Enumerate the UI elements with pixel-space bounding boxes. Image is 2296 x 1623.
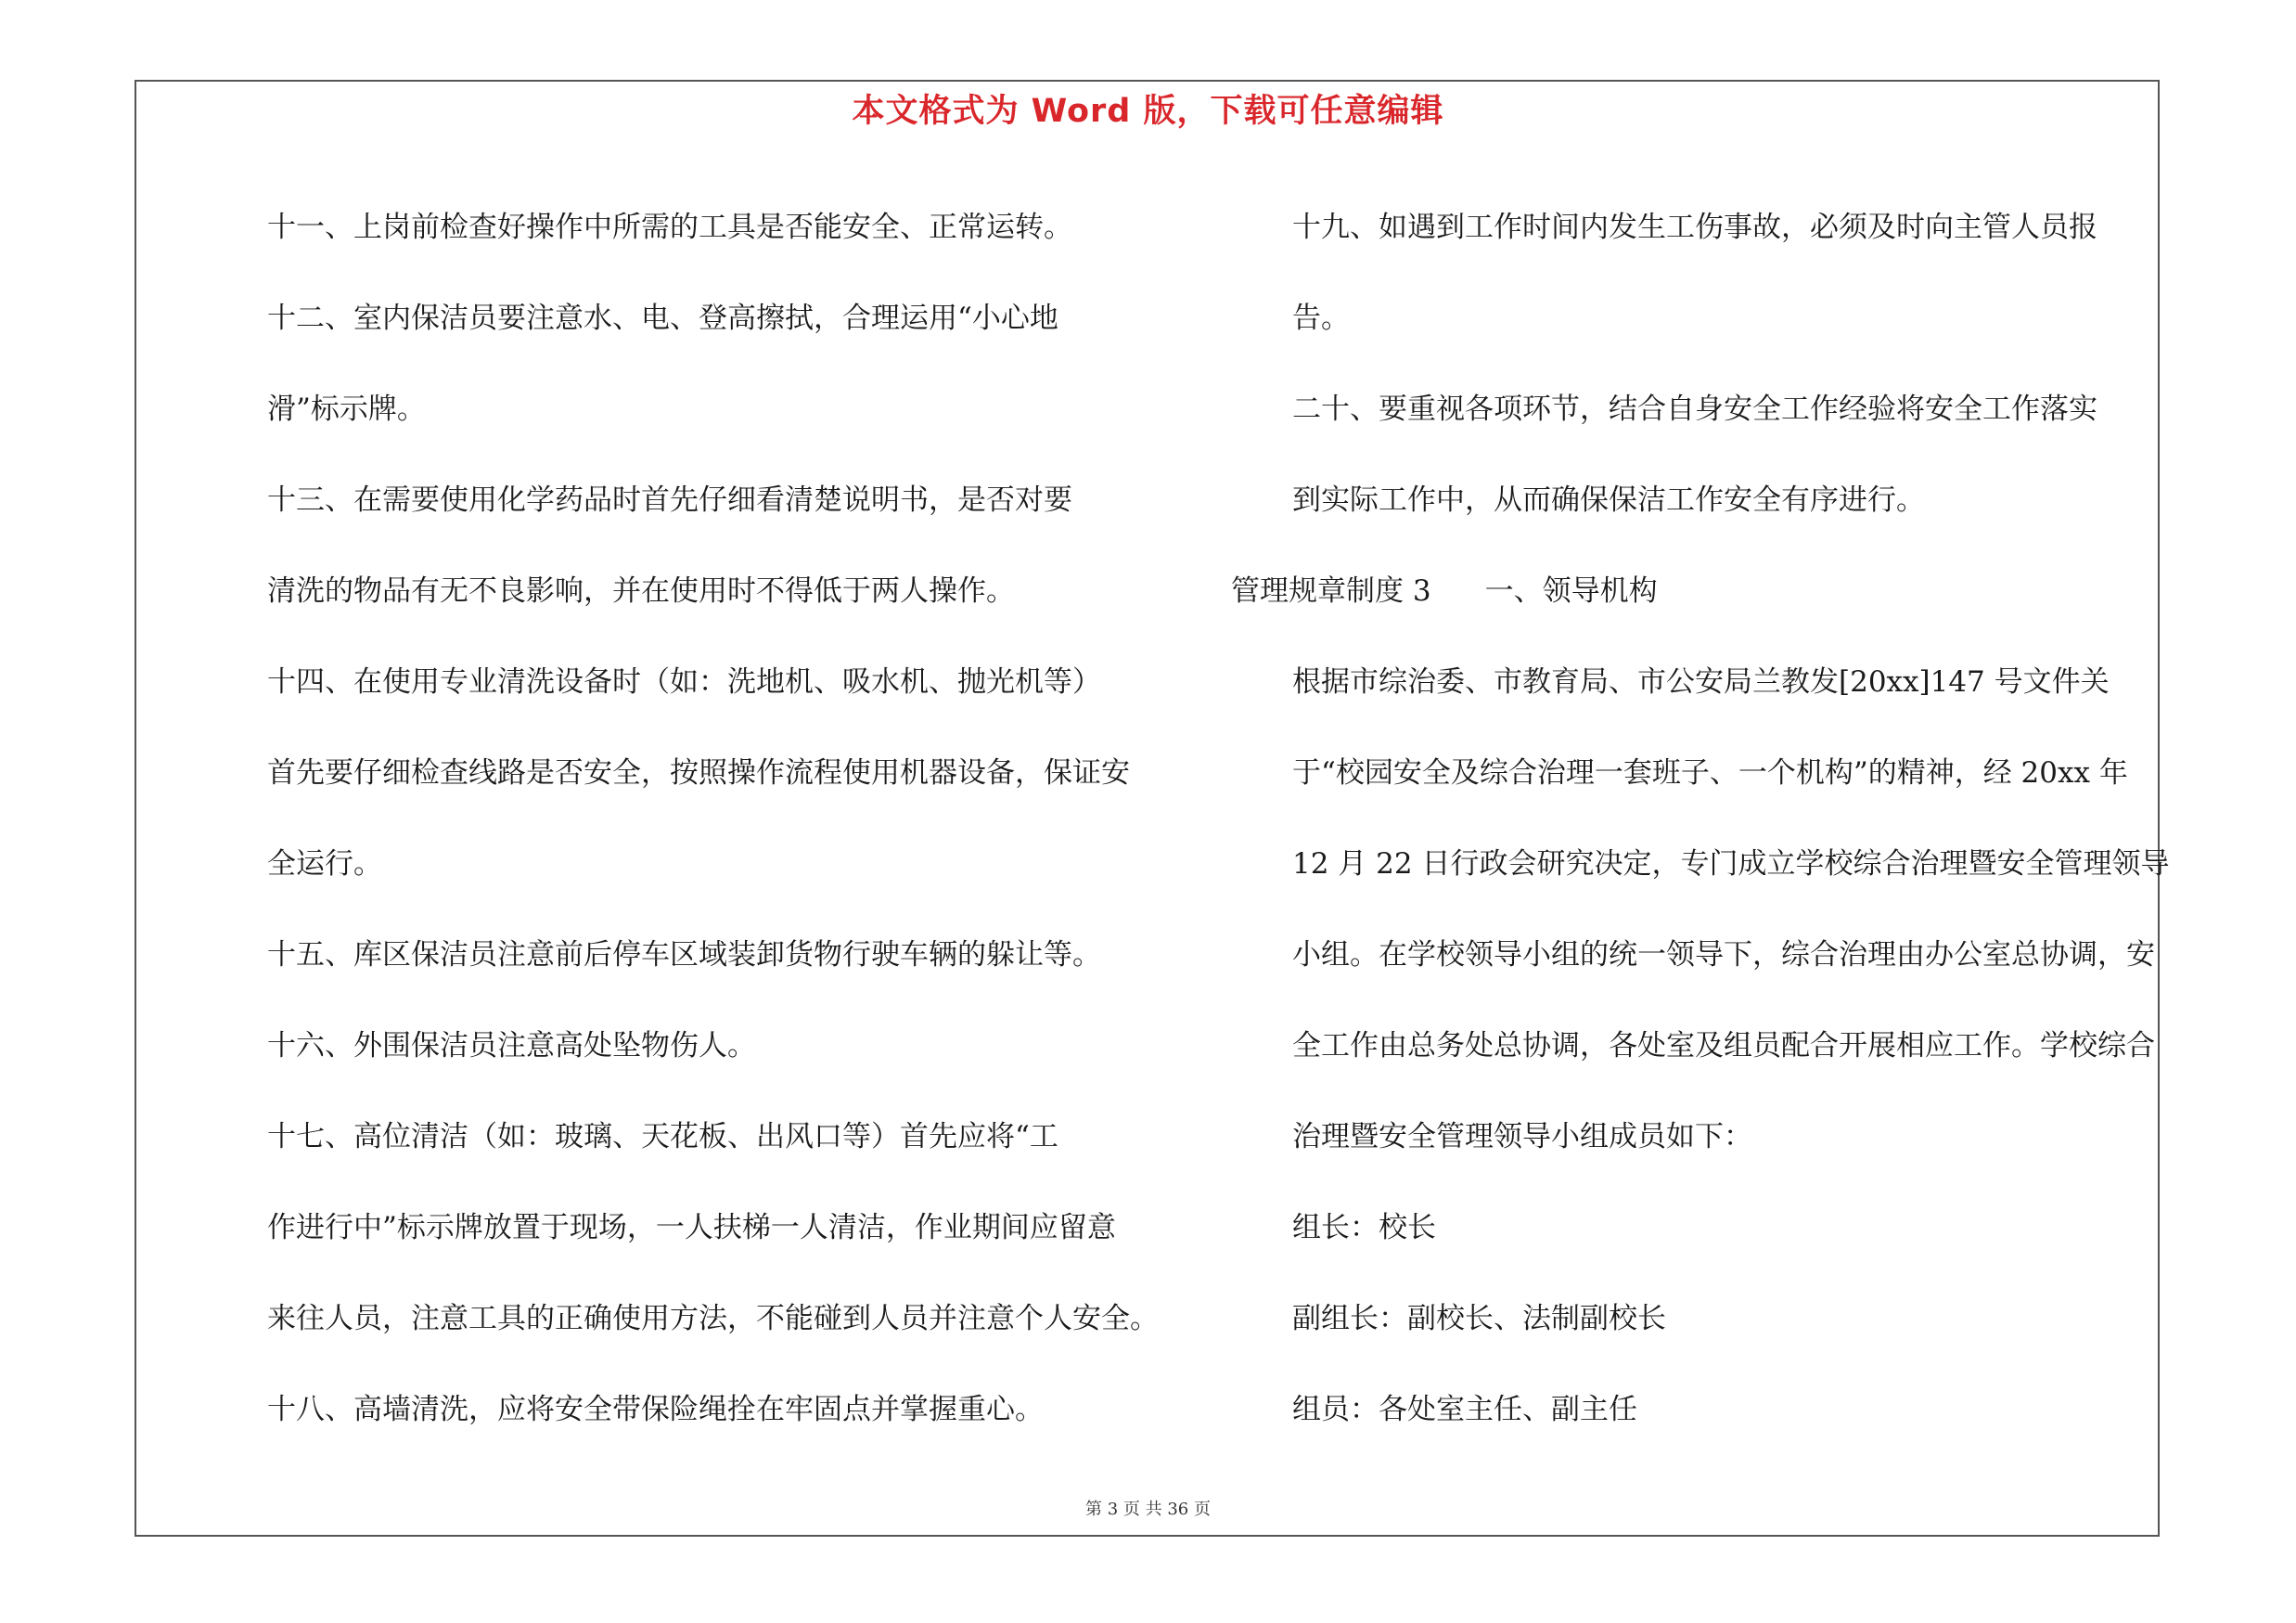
text-line: 到实际工作中，从而确保保洁工作安全有序进行。	[1292, 483, 1925, 517]
text-line: 十六、外围保洁员注意高处坠物伤人。	[267, 1029, 756, 1063]
paragraph-p18	[206, 1364, 1124, 1455]
text-line: 十三、在需要使用化学药品时首先仔细看清楚说明书，是否对要	[267, 483, 1072, 517]
text-line: 12 月 22 日行政会研究决定，专门成立学校综合治理暨安全管理领导	[1292, 847, 2170, 881]
text-line: 首先要仔细检查线路是否安全，按照操作流程使用机器设备，保证安	[267, 756, 1130, 790]
section-heading	[1231, 546, 2149, 637]
text-line: 作进行中”标示牌放置于现场，一人扶梯一人清洁，作业期间应留意	[267, 1211, 1116, 1244]
paragraph-20	[1231, 364, 2149, 546]
left-column	[206, 182, 1159, 1455]
text-line: 十八、高墙清洗，应将安全带保险绳拴在牢固点并掌握重心。	[267, 1393, 1044, 1426]
text-line: 十九、如遇到工作时间内发生工伤事故，必须及时向主管人员报	[1292, 211, 2097, 244]
paragraph-p11	[206, 182, 1124, 273]
paragraph-members: 组员：各处室主任、副主任	[1292, 1393, 1637, 1426]
text-line: 来往人员，注意工具的正确使用方法，不能碰到人员并注意个人安全。	[267, 1302, 1159, 1335]
paragraph-p15	[206, 909, 1124, 1000]
text-line: 根据市综治委、市教育局、市公安局兰教发[20xx]147 号文件关	[1292, 665, 2110, 699]
paragraph-deputy: 副组长：副校长、法制副校长	[1292, 1302, 1666, 1335]
text-line: 十二、室内保洁员要注意水、电、登高擦拭，合理运用“小心地	[267, 302, 1058, 335]
text-line: 告。	[1292, 302, 1350, 335]
text-line: 治理暨安全管理领导小组成员如下：	[1292, 1120, 1752, 1153]
text-line: 十五、库区保洁员注意前后停车区域装卸货物行驶车辆的躲让等。	[267, 938, 1101, 972]
text-line: 全工作由总务处总协调，各处室及组员配合开展相应工作。学校综合	[1292, 1029, 2155, 1063]
text-line: 于“校园安全及综合治理一套班子、一个机构”的精神，经 20xx 年	[1292, 756, 2128, 790]
paragraph-p17	[206, 1091, 1159, 1364]
right-column	[1231, 182, 2170, 1455]
paragraph-basis	[1231, 637, 2170, 1182]
text-line: 全运行。	[267, 847, 382, 881]
text-line: 十七、高位清洁（如：玻璃、天花板、出风口等）首先应将“工	[267, 1120, 1058, 1153]
paragraph-leader: 组长：校长	[1292, 1211, 1436, 1244]
paragraph-p12	[206, 273, 1124, 455]
page-number-footer: 第 3 页 共 36 页	[1085, 1500, 1211, 1519]
section-title: 管理规章制度 3	[1231, 574, 1431, 608]
text-line: 清洗的物品有无不良影响，并在使用时不得低于两人操作。	[267, 574, 1015, 608]
text-line: 十一、上岗前检查好操作中所需的工具是否能安全、正常运转。	[267, 211, 1072, 244]
paragraph-p14	[206, 637, 1130, 909]
text-line: 十四、在使用专业清洗设备时（如：洗地机、吸水机、抛光机等）	[267, 665, 1101, 699]
text-line: 二十、要重视各项环节，结合自身安全工作经验将安全工作落实	[1292, 393, 2097, 426]
paragraph-19	[1231, 182, 2149, 364]
format-notice-banner: 本文格式为 Word 版，下载可任意编辑	[852, 93, 1444, 130]
paragraph-p13	[206, 455, 1124, 637]
paragraph-p16	[206, 1000, 1124, 1091]
text-line: 滑”标示牌。	[267, 393, 426, 426]
section-subtitle: 一、领导机构	[1484, 574, 1658, 608]
text-line: 小组。在学校领导小组的统一领导下，综合治理由办公室总协调，安	[1292, 938, 2155, 972]
